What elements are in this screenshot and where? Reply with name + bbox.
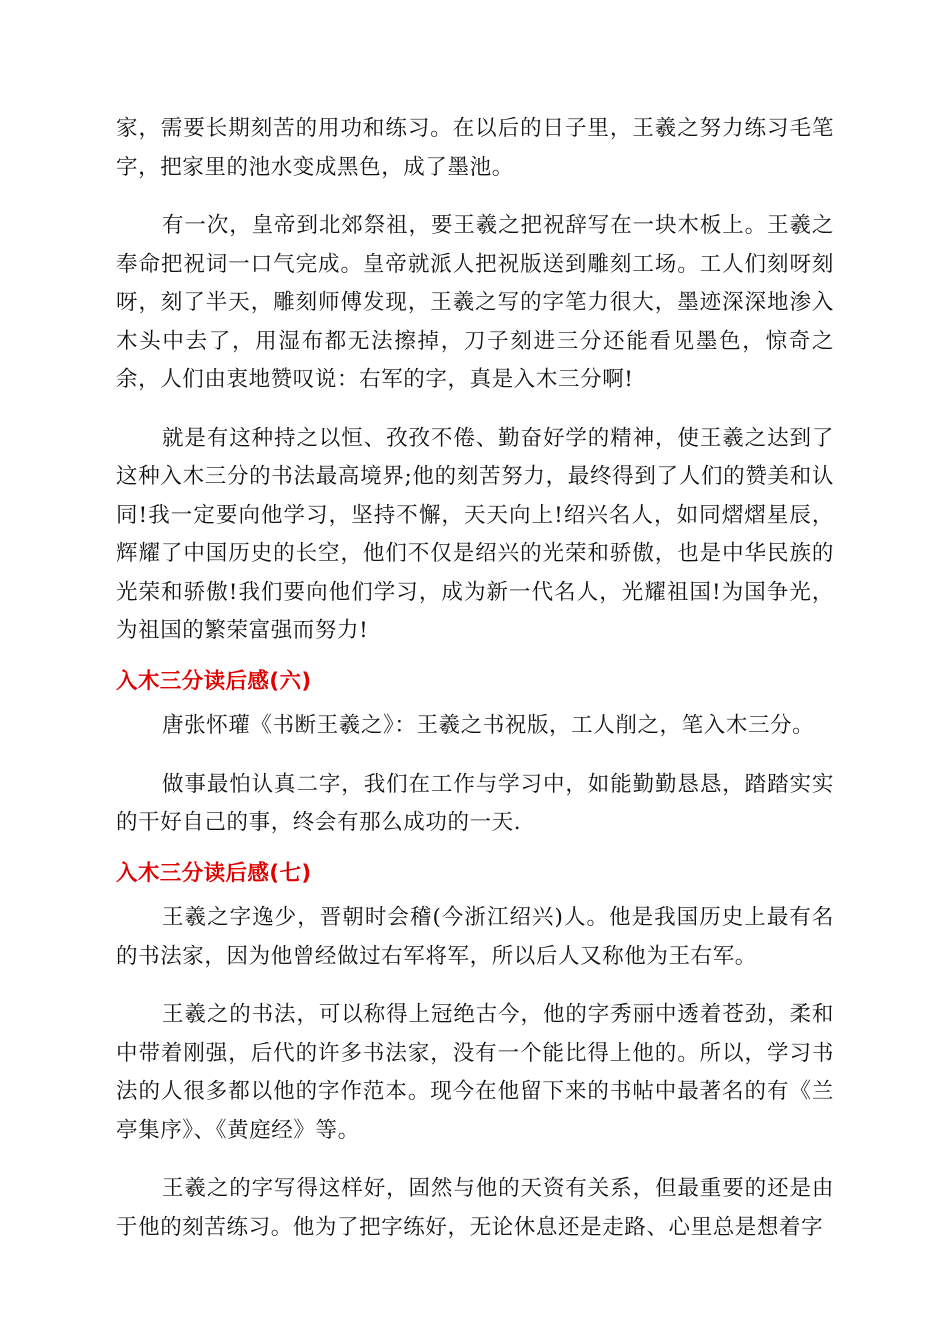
paragraph-zhang-huaiguan-quote: 唐张怀瓘《书断王羲之》：王羲之书祝版，工人削之，笔入木三分。 [162, 713, 815, 738]
paragraph-wooden-board: 有一次，皇帝到北郊祭祖，要王羲之把祝辞写在一块木板上。王羲之奉命把祝词一口气完成。皇帝就派人把祝版送到雕刻工场。工人们刻呀刻呀，刻了半天，雕刻师傅发现，王羲之写的字笔力很大，墨迹深深地渗入木头中去了，用湿布都无法擦掉，刀子刻进三分还能看见墨色，惊奇之余，人们由衷地赞叹说：右军的字，真是入木三分啊! [116, 213, 834, 392]
paragraph-wang-xizhi-intro: 王羲之字逸少，晋朝时会稽(今浙江绍兴)人。他是我国历史上最有名的书法家，因为他曾经做过右军将军，所以后人又称他为王右军。 [116, 905, 834, 969]
paragraph-perseverance: 就是有这种持之以恒、孜孜不倦、勤奋好学的精神，使王羲之达到了这种入木三分的书法最高境界;他的刻苦努力，最终得到了人们的赞美和认同!我一定要向他学习，坚持不懈，天天向上!绍兴名人，如同熠熠星辰，辉耀了中国历史的长空，他们不仅是绍兴的光荣和骄傲，也是中华民族的光荣和骄傲!我们要向他们学习，成为新一代名人，光耀祖国!为国争光，为祖国的繁荣富强而努力! [116, 425, 834, 643]
document-body [116, 110, 834, 1267]
paragraph-inkpool: 家，需要长期刻苦的用功和练习。在以后的日子里，王羲之努力练习毛笔字，把家里的池水变成黑色，成了墨池。 [116, 116, 834, 180]
paragraph-diligence: 做事最怕认真二字，我们在工作与学习中，如能勤勤恳恳，踏踏实实的干好自己的事，终会有那么成功的一天. [116, 771, 834, 835]
section-heading-six: 入木三分读后感(六) [116, 668, 312, 694]
paragraph-practice: 王羲之的字写得这样好，固然与他的天资有关系，但最重要的还是由于他的刻苦练习。他为了把字练好，无论休息还是走路、心里总是想着字 [116, 1176, 834, 1240]
section-heading-seven: 入木三分读后感(七) [116, 860, 312, 886]
paragraph-calligraphy: 王羲之的书法，可以称得上冠绝古今，他的字秀丽中透着苍劲，柔和中带着刚强，后代的许多书法家，没有一个能比得上他的。所以，学习书法的人很多都以他的字作范本。现今在他留下来的书帖中最著名的有《兰亭集序》、《黄庭经》等。 [116, 1002, 834, 1143]
